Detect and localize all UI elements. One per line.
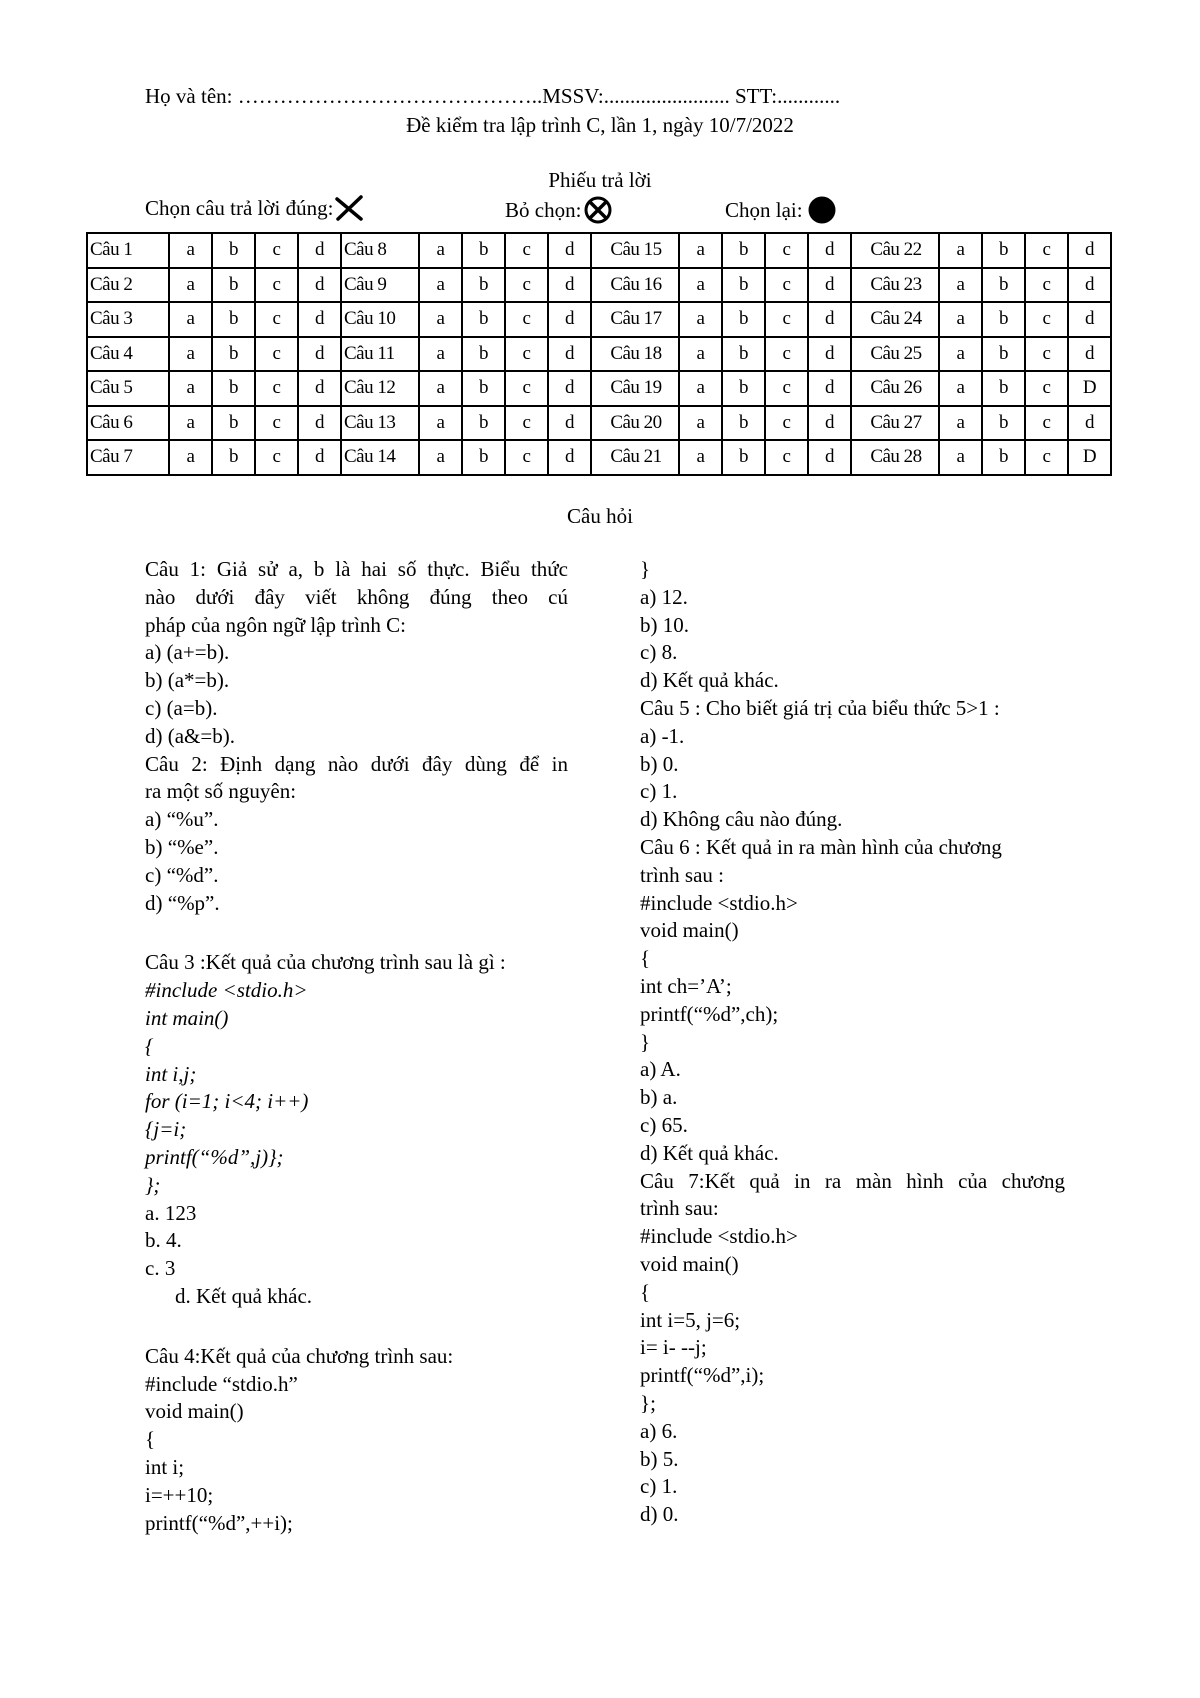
answer-option-cell[interactable]: d <box>298 440 341 475</box>
answer-option-cell[interactable]: b <box>462 337 505 372</box>
answer-option-cell[interactable]: b <box>212 233 255 268</box>
answer-option-cell[interactable]: d <box>548 337 591 372</box>
answer-option-cell[interactable]: a <box>419 337 462 372</box>
question-text-line: d) Kết quả khác. <box>640 1140 779 1165</box>
question-text-line: Câu 4:Kết quả của chương trình sau: <box>145 1343 454 1368</box>
answer-option-cell[interactable]: d <box>808 371 851 406</box>
question-number-cell: Câu 28 <box>851 440 939 475</box>
answer-option-cell[interactable]: c <box>255 337 298 372</box>
answer-option-cell[interactable]: a <box>419 268 462 303</box>
answer-option-cell[interactable]: a <box>169 406 212 441</box>
answer-option-cell[interactable]: c <box>255 406 298 441</box>
answer-option-cell[interactable]: c <box>255 233 298 268</box>
question-number-cell: Câu 26 <box>851 371 939 406</box>
answer-option-cell[interactable]: c <box>1025 406 1068 441</box>
answer-option-cell[interactable]: c <box>505 406 548 441</box>
answer-option-cell[interactable]: b <box>722 371 765 406</box>
question-number-cell: Câu 12 <box>341 371 419 406</box>
question-text-line: a. 123 <box>145 1200 197 1225</box>
answer-option-cell[interactable]: c <box>505 302 548 337</box>
question-number-cell: Câu 4 <box>87 337 169 372</box>
legend-reselect-label: Chọn lại: <box>725 197 803 222</box>
answer-option-cell[interactable]: a <box>169 302 212 337</box>
question-text-line: c) “%d”. <box>145 862 219 887</box>
question-text-line: trình sau : <box>640 862 724 887</box>
answer-option-cell[interactable]: b <box>722 233 765 268</box>
question-number-cell: Câu 13 <box>341 406 419 441</box>
answer-row <box>87 337 1111 372</box>
question-number-cell: Câu 10 <box>341 302 419 337</box>
question-text-line: nào dưới đây viết không đúng theo cú <box>145 584 568 609</box>
legend-choose-label: Chọn câu trả lời đúng: <box>145 195 334 220</box>
answer-option-cell[interactable]: c <box>1025 371 1068 406</box>
answer-option-cell[interactable]: d <box>1068 337 1111 372</box>
question-text-line: int ch=’A’; <box>640 973 732 998</box>
answer-option-cell[interactable]: b <box>722 440 765 475</box>
answer-option-cell[interactable]: a <box>169 440 212 475</box>
question-text-line: trình sau: <box>640 1196 719 1221</box>
question-number-cell: Câu 21 <box>591 440 679 475</box>
answer-option-cell[interactable]: a <box>419 440 462 475</box>
answer-option-cell[interactable]: c <box>255 440 298 475</box>
question-number-cell: Câu 6 <box>87 406 169 441</box>
answer-option-cell[interactable]: a <box>679 371 722 406</box>
question-text-line: b. 4. <box>145 1228 182 1253</box>
question-text-line: a) 12. <box>640 584 688 609</box>
answer-option-cell[interactable]: d <box>298 371 341 406</box>
questions-heading: Câu hỏi <box>567 504 633 528</box>
answer-option-cell[interactable]: d <box>548 302 591 337</box>
question-text-line: void main() <box>145 1399 244 1424</box>
answer-option-cell[interactable]: c <box>505 371 548 406</box>
answer-option-cell[interactable]: c <box>765 302 808 337</box>
answer-option-cell[interactable]: b <box>462 440 505 475</box>
answer-option-cell[interactable]: d <box>298 337 341 372</box>
answer-option-cell[interactable]: b <box>462 302 505 337</box>
question-text-line: int main() <box>145 1005 229 1030</box>
question-text-line: c) (a=b). <box>145 695 218 720</box>
answer-option-cell[interactable]: b <box>212 440 255 475</box>
question-text-line: int i; <box>145 1454 185 1479</box>
answer-option-cell[interactable]: b <box>982 371 1025 406</box>
answer-option-cell[interactable]: d <box>808 268 851 303</box>
question-text-line: d) Kết quả khác. <box>640 668 779 693</box>
answer-option-cell[interactable]: d <box>298 268 341 303</box>
name-id-line: Họ và tên: ……………………………………..MSSV:........................ STT:............ <box>145 84 841 108</box>
question-text-line: d) “%p”. <box>145 890 220 915</box>
answer-option-cell[interactable]: a <box>169 337 212 372</box>
answer-option-cell[interactable]: b <box>722 302 765 337</box>
answer-option-cell[interactable]: a <box>169 268 212 303</box>
question-number-cell: Câu 14 <box>341 440 419 475</box>
question-text-line: Câu 6 : Kết quả in ra màn hình của chương <box>640 834 1002 859</box>
question-text-line: d) 0. <box>640 1502 679 1527</box>
answer-option-cell[interactable]: c <box>765 233 808 268</box>
answer-option-cell[interactable]: b <box>722 337 765 372</box>
answer-option-cell[interactable]: d <box>808 302 851 337</box>
question-number-cell: Câu 19 <box>591 371 679 406</box>
answer-option-cell[interactable]: d <box>808 440 851 475</box>
question-text-line: for (i=1; i<4; i++) <box>145 1089 309 1114</box>
answer-option-cell[interactable]: b <box>462 371 505 406</box>
question-text-line: void main() <box>640 1251 739 1276</box>
answer-option-cell[interactable]: a <box>419 406 462 441</box>
answer-option-cell[interactable]: a <box>679 337 722 372</box>
answer-option-cell[interactable]: c <box>505 233 548 268</box>
question-text-line: a) “%u”. <box>145 807 219 832</box>
question-text-line: } <box>640 557 651 581</box>
question-text-line: { <box>640 946 651 971</box>
question-text-line: a) (a+=b). <box>145 640 230 665</box>
answer-option-cell[interactable]: a <box>679 440 722 475</box>
spacer <box>145 1311 568 1343</box>
answer-option-cell[interactable]: a <box>939 302 982 337</box>
x-mark-icon <box>335 195 365 221</box>
question-text-line: b) a. <box>640 1085 678 1110</box>
answer-option-cell[interactable]: a <box>169 371 212 406</box>
answer-option-cell[interactable]: b <box>212 268 255 303</box>
answer-option-cell[interactable]: d <box>808 406 851 441</box>
answer-option-cell[interactable]: a <box>419 233 462 268</box>
answer-option-cell[interactable]: b <box>982 337 1025 372</box>
question-text-line: c. 3 <box>145 1256 176 1281</box>
question-text-line: printf(“%d”,++i); <box>145 1510 293 1535</box>
answer-option-cell[interactable]: c <box>1025 337 1068 372</box>
question-number-cell: Câu 24 <box>851 302 939 337</box>
legend-choose <box>145 195 365 221</box>
answer-option-cell[interactable]: d <box>1068 302 1111 337</box>
question-text-line: #include <stdio.h> <box>640 890 798 915</box>
question-text-line: ra một số nguyên: <box>145 779 297 804</box>
answer-option-cell[interactable]: D <box>1068 440 1111 475</box>
filled-circle-icon <box>805 195 839 225</box>
question-text-line: d) (a&=b). <box>145 723 235 748</box>
answer-row <box>87 440 1111 475</box>
question-text-line: int i=5, j=6; <box>640 1307 741 1332</box>
answer-option-cell[interactable]: d <box>548 233 591 268</box>
answer-option-cell[interactable]: c <box>765 440 808 475</box>
question-text-line: int i,j; <box>145 1061 197 1086</box>
question-text-line: }; <box>145 1172 161 1197</box>
question-text-line: b) “%e”. <box>145 834 219 859</box>
question-text-line: {j=i; <box>145 1117 187 1142</box>
question-number-cell: Câu 25 <box>851 337 939 372</box>
question-number-cell: Câu 1 <box>87 233 169 268</box>
answer-option-cell[interactable]: d <box>548 268 591 303</box>
legend-reselect <box>725 195 839 225</box>
questions-left-column <box>145 556 568 1537</box>
answer-option-cell[interactable]: c <box>505 268 548 303</box>
answer-option-cell[interactable]: c <box>1025 440 1068 475</box>
answer-option-cell[interactable]: c <box>505 337 548 372</box>
answer-option-cell[interactable]: b <box>982 302 1025 337</box>
answer-option-cell[interactable]: c <box>765 337 808 372</box>
question-text-line: a) -1. <box>640 723 685 748</box>
answer-option-cell[interactable]: a <box>419 371 462 406</box>
exam-title: Đề kiểm tra lập trình C, lần 1, ngày 10/7/2022 <box>406 113 794 137</box>
question-text-line: d. Kết quả khác. <box>175 1283 313 1308</box>
question-text-line: printf(“%d”,ch); <box>640 1001 779 1026</box>
question-number-cell: Câu 9 <box>341 268 419 303</box>
answer-option-cell[interactable]: a <box>939 371 982 406</box>
answer-grid <box>86 232 1112 476</box>
answer-option-cell[interactable]: c <box>1025 268 1068 303</box>
question-text-line: } <box>640 1029 651 1054</box>
question-text-line: d) Không câu nào đúng. <box>640 807 843 832</box>
question-number-cell: Câu 5 <box>87 371 169 406</box>
answer-option-cell[interactable]: a <box>939 337 982 372</box>
question-text-line: a) A. <box>640 1057 681 1082</box>
question-number-cell: Câu 7 <box>87 440 169 475</box>
answer-option-cell[interactable]: a <box>679 268 722 303</box>
question-text-line: #include <stdio.h> <box>145 978 308 1003</box>
question-text-line: c) 1. <box>640 779 678 804</box>
question-text-line: a) 6. <box>640 1418 678 1443</box>
question-number-cell: Câu 20 <box>591 406 679 441</box>
answer-option-cell[interactable]: a <box>679 302 722 337</box>
questions-right-column <box>640 556 1065 1529</box>
question-number-cell: Câu 8 <box>341 233 419 268</box>
question-text-line: Câu 3 :Kết quả của chương trình sau là gì : <box>145 950 506 975</box>
answer-option-cell[interactable]: d <box>1068 406 1111 441</box>
question-text-line: i= i- --j; <box>640 1335 707 1360</box>
question-text-line: b) (a*=b). <box>145 668 230 693</box>
answer-option-cell[interactable]: c <box>255 371 298 406</box>
question-number-cell: Câu 22 <box>851 233 939 268</box>
question-text-line: printf(“%d”,i); <box>640 1363 765 1388</box>
answer-option-cell[interactable]: d <box>298 302 341 337</box>
question-number-cell: Câu 27 <box>851 406 939 441</box>
question-text-line: Câu 5 : Cho biết giá trị của biểu thức 5>1 : <box>640 695 1000 720</box>
question-text-line: { <box>145 1033 154 1058</box>
answer-option-cell[interactable]: a <box>169 233 212 268</box>
answer-option-cell[interactable]: b <box>722 268 765 303</box>
answer-option-cell[interactable]: d <box>1068 268 1111 303</box>
answer-sheet-title: Phiếu trả lời <box>548 168 652 192</box>
question-number-cell: Câu 2 <box>87 268 169 303</box>
question-text-line: printf(“%d”,j)}; <box>145 1144 284 1169</box>
answer-option-cell[interactable]: c <box>765 371 808 406</box>
answer-option-cell[interactable]: b <box>462 233 505 268</box>
answer-option-cell[interactable]: c <box>1025 302 1068 337</box>
answer-option-cell[interactable]: d <box>808 337 851 372</box>
question-text-line: }; <box>640 1390 656 1415</box>
question-text-line: Câu 2: Định dạng nào dưới đây dùng để in <box>145 751 568 776</box>
answer-row <box>87 233 1111 268</box>
question-text-line: { <box>640 1279 651 1304</box>
answer-option-cell[interactable]: b <box>982 406 1025 441</box>
question-text-line: b) 10. <box>640 612 689 637</box>
answer-option-cell[interactable]: b <box>722 406 765 441</box>
answer-option-cell[interactable]: b <box>212 406 255 441</box>
question-text-line: c) 1. <box>640 1474 678 1499</box>
answer-option-cell[interactable]: d <box>548 440 591 475</box>
answer-option-cell[interactable]: b <box>462 268 505 303</box>
question-text-line: void main() <box>640 918 739 943</box>
answer-row <box>87 302 1111 337</box>
question-text-line: c) 65. <box>640 1112 688 1137</box>
answer-option-cell[interactable]: a <box>939 440 982 475</box>
answer-option-cell[interactable]: b <box>982 233 1025 268</box>
answer-option-cell[interactable]: b <box>982 440 1025 475</box>
question-number-cell: Câu 11 <box>341 337 419 372</box>
legend-unselect-label: Bỏ chọn: <box>505 197 582 222</box>
answer-option-cell[interactable]: c <box>765 406 808 441</box>
question-text-line: #include <stdio.h> <box>640 1224 798 1249</box>
answer-option-cell[interactable]: c <box>255 268 298 303</box>
answer-option-cell[interactable]: b <box>212 371 255 406</box>
question-number-cell: Câu 18 <box>591 337 679 372</box>
question-text-line: i=++10; <box>145 1482 214 1507</box>
question-number-cell: Câu 17 <box>591 302 679 337</box>
answer-option-cell[interactable]: a <box>679 233 722 268</box>
answer-option-cell[interactable]: c <box>505 440 548 475</box>
answer-option-cell[interactable]: d <box>548 406 591 441</box>
answer-option-cell[interactable]: c <box>765 268 808 303</box>
answer-option-cell[interactable]: D <box>1068 371 1111 406</box>
question-text-line: Câu 7:Kết quả in ra màn hình của chương <box>640 1168 1065 1193</box>
answer-option-cell[interactable]: d <box>808 233 851 268</box>
question-number-cell: Câu 15 <box>591 233 679 268</box>
answer-row <box>87 406 1111 441</box>
question-text-line: #include “stdio.h” <box>145 1371 298 1396</box>
question-number-cell: Câu 16 <box>591 268 679 303</box>
answer-option-cell[interactable]: d <box>548 371 591 406</box>
answer-option-cell[interactable]: c <box>1025 233 1068 268</box>
answer-option-cell[interactable]: a <box>939 268 982 303</box>
question-text-line: b) 5. <box>640 1446 679 1471</box>
question-text-line: c) 8. <box>640 640 678 665</box>
question-number-cell: Câu 23 <box>851 268 939 303</box>
spacer <box>145 917 568 949</box>
answer-option-cell[interactable]: d <box>298 406 341 441</box>
answer-row <box>87 268 1111 303</box>
question-text-line: b) 0. <box>640 751 679 776</box>
answer-option-cell[interactable]: b <box>212 337 255 372</box>
answer-option-cell[interactable]: c <box>255 302 298 337</box>
answer-option-cell[interactable]: a <box>419 302 462 337</box>
answer-option-cell[interactable]: a <box>679 406 722 441</box>
circled-x-icon <box>583 195 613 225</box>
answer-option-cell[interactable]: a <box>939 233 982 268</box>
answer-option-cell[interactable]: a <box>939 406 982 441</box>
legend-unselect <box>505 195 613 225</box>
answer-row <box>87 371 1111 406</box>
question-text-line: Câu 1: Giả sử a, b là hai số thực. Biểu thức <box>145 557 568 581</box>
answer-option-cell[interactable]: b <box>462 406 505 441</box>
answer-option-cell[interactable]: d <box>1068 233 1111 268</box>
answer-option-cell[interactable]: d <box>298 233 341 268</box>
answer-option-cell[interactable]: b <box>212 302 255 337</box>
question-number-cell: Câu 3 <box>87 302 169 337</box>
answer-option-cell[interactable]: b <box>982 268 1025 303</box>
question-text-line: { <box>145 1427 156 1452</box>
question-text-line: pháp của ngôn ngữ lập trình C: <box>145 612 407 637</box>
